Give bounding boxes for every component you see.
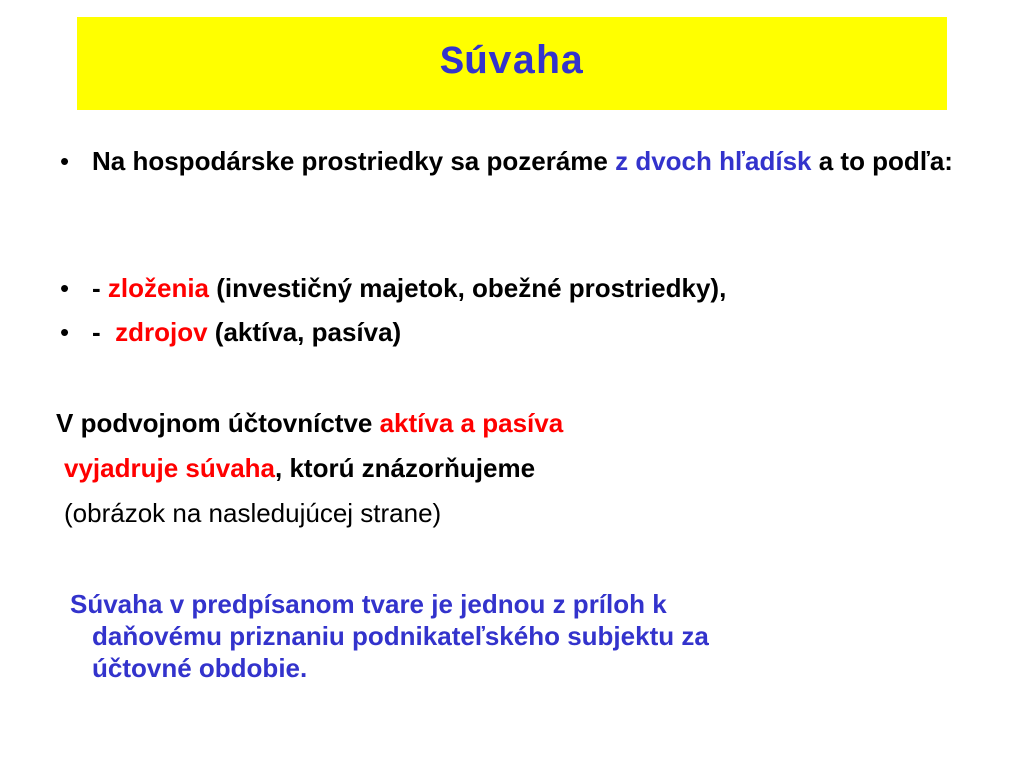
paragraph-line-2-highlight: vyjadruje súvaha — [64, 453, 275, 483]
note-line-2: daňovému priznaniu podnikateľského subjektu za — [92, 621, 709, 651]
paragraph-line-2-text: , ktorú znázorňujeme — [275, 453, 536, 483]
paragraph-line-2 — [64, 452, 535, 484]
bullet-1-highlight: z dvoch hľadísk — [615, 146, 812, 176]
bullet-text-2 — [92, 272, 964, 304]
bullet-marker: • — [60, 273, 70, 303]
bullet-3-suffix: (aktíva, pasíva) — [207, 317, 402, 347]
slide-title: Súvaha — [439, 41, 585, 86]
note-line-3: účtovné obdobie. — [92, 653, 308, 683]
note-line-1: Súvaha v predpísanom tvare je jednou z príloh k — [70, 589, 667, 619]
bullet-text-1 — [92, 145, 964, 177]
bullet-2-highlight: zloženia — [107, 273, 210, 303]
bullet-marker: • — [60, 317, 70, 347]
paragraph-line-3: (obrázok na nasledujúcej strane) — [64, 498, 442, 528]
paragraph-line-1-highlight: aktíva a pasíva — [379, 408, 564, 438]
note-paragraph — [63, 588, 943, 684]
bullet-3-highlight: zdrojov — [115, 317, 208, 347]
bullet-2-dash: - — [92, 273, 108, 303]
paragraph-line-1-text: V podvojnom účtovníctve — [56, 408, 380, 438]
paragraph-line-1 — [56, 407, 563, 439]
bullet-1-text: Na hospodárske prostriedky sa pozeráme — [92, 146, 616, 176]
bullet-3-dash: - — [92, 317, 116, 347]
bullet-text-3 — [92, 316, 964, 348]
bullet-2-suffix: (investičný majetok, obežné prostriedky), — [209, 273, 727, 303]
bullet-1-suffix: a to podľa: — [811, 146, 953, 176]
bullet-marker: • — [60, 146, 70, 176]
